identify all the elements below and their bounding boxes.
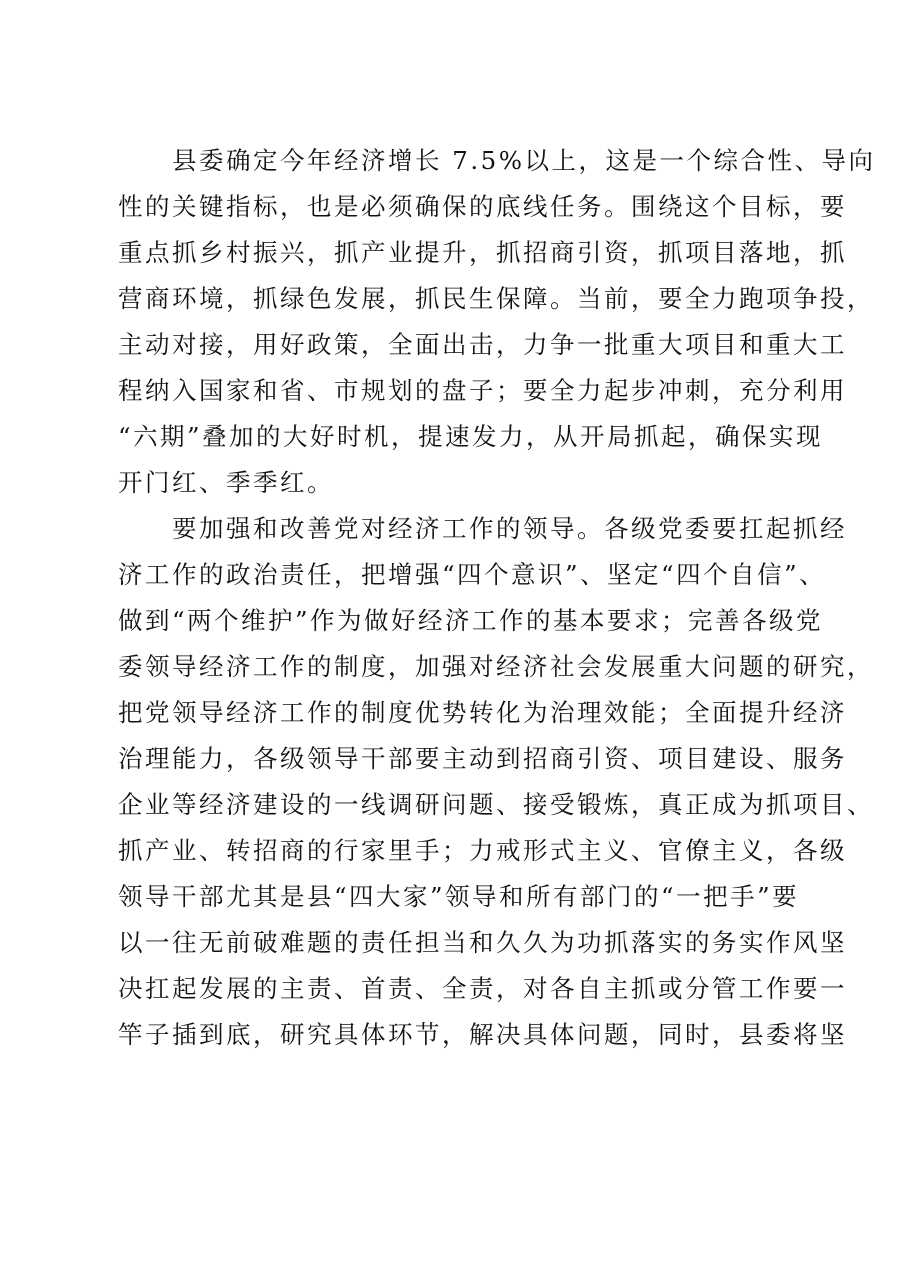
text-line: 把党领导经济工作的制度优势转化为治理效能；全面提升经济 [118, 698, 847, 727]
text-line: 性的关键指标，也是必须确保的底线任务。围绕这个目标，要 [118, 192, 847, 221]
text-line: 营商环境，抓绿色发展，抓民生保障。当前，要全力跑项争投， [118, 284, 874, 313]
text-line: “六期”叠加的大好时机，提速发力，从开局抓起，确保实现 [118, 422, 824, 451]
text-line: 企业等经济建设的一线调研问题、接受锻炼，真正成为抓项目、 [118, 790, 874, 819]
text-line: 济工作的政治责任，把增强“四个意识”、坚定“四个自信”、 [118, 560, 827, 589]
text-line: 开门红、季季红。 [118, 468, 334, 497]
text-line: 要加强和改善党对经济工作的领导。各级党委要扛起抓经 [118, 514, 847, 543]
text-line: 以一往无前破难题的责任担当和久久为功抓落实的务实作风坚 [118, 928, 847, 957]
text-line: 县委确定今年经济增长 7.5%以上，这是一个综合性、导向 [118, 146, 876, 175]
text-line: 治理能力，各级领导干部要主动到招商引资、项目建设、服务 [118, 744, 847, 773]
paragraph-1 [118, 138, 876, 506]
text-line: 委领导经济工作的制度，加强对经济社会发展重大问题的研究， [118, 652, 874, 681]
text-line: 重点抓乡村振兴，抓产业提升，抓招商引资，抓项目落地，抓 [118, 238, 847, 267]
text-line: 主动对接，用好政策，全面出击，力争一批重大项目和重大工 [118, 330, 847, 359]
text-line: 竿子插到底，研究具体环节，解决具体问题，同时，县委将坚 [118, 1020, 847, 1049]
text-line: 决扛起发展的主责、首责、全责，对各自主抓或分管工作要一 [118, 974, 847, 1003]
paragraph-2 [118, 506, 874, 1058]
text-line: 程纳入国家和省、市规划的盘子；要全力起步冲刺，充分利用 [118, 376, 847, 405]
text-line: 领导干部尤其是县“四大家”领导和所有部门的“一把手”要 [118, 882, 800, 911]
text-line: 做到“两个维护”作为做好经济工作的基本要求；完善各级党 [118, 606, 824, 635]
document-body [118, 138, 876, 1058]
text-line: 抓产业、转招商的行家里手；力戒形式主义、官僚主义，各级 [118, 836, 847, 865]
